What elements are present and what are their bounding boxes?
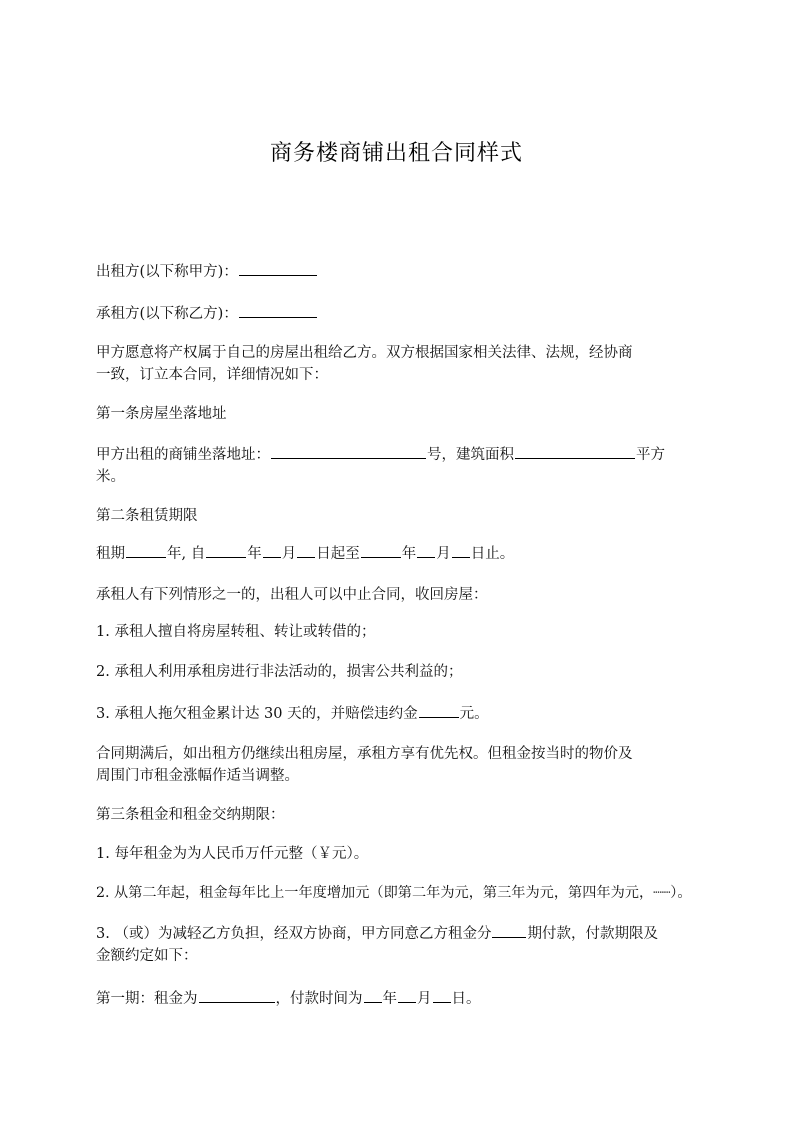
lessee-label: 承租方(以下称乙方)： (96, 306, 238, 322)
term-from-label: 年, 自 (167, 546, 206, 562)
end-month-label: 月 (436, 546, 451, 562)
rent-item-1: 1. 每年租金为为人民币万仟元整（￥元）。 (96, 846, 369, 862)
installments-blank (492, 922, 526, 938)
first-period-year-blank (364, 987, 382, 1003)
address-paragraph (96, 443, 665, 488)
address-label: 甲方出租的商铺坐落地址： (96, 447, 270, 463)
lessee-blank (239, 302, 317, 318)
penalty-unit: 元。 (459, 706, 489, 722)
rent-item-3-line-1 (96, 922, 658, 945)
first-period-day-blank (433, 987, 451, 1003)
article-2-heading: 第二条租赁期限 (96, 508, 198, 524)
intro-line-1: 甲方愿意将产权属于自己的房屋出租给乙方。双方根据国家相关法律、法规，经协商 (96, 345, 633, 361)
end-day-label: 日止。 (470, 546, 515, 562)
area-label: 号，建筑面积 (427, 447, 514, 463)
end-year-label: 年 (401, 546, 417, 562)
renewal-line-2: 周围门市租金涨幅作适当调整。 (96, 768, 299, 784)
document-title: 商务楼商铺出租合同样式 (269, 141, 523, 166)
address-line-1 (96, 443, 665, 466)
area-unit-a: 平方 (636, 447, 665, 463)
intro-paragraph (96, 342, 633, 386)
first-period-day-label: 日。 (451, 991, 481, 1007)
first-period-line (96, 987, 481, 1010)
end-month-blank (417, 542, 435, 558)
address-blank (271, 443, 426, 459)
address-line-2: 米。 (96, 469, 125, 485)
first-period-amount-blank (199, 987, 275, 1003)
term-years-blank (126, 542, 166, 558)
penalty-label: 3. 承租人拖欠租金累计达 30 天的，并赔偿违约金 (96, 706, 418, 722)
installments-label: 3. （或）为减轻乙方负担，经双方协商，甲方同意乙方租金分 (96, 926, 492, 942)
end-year-blank (361, 542, 401, 558)
lessor-label: 出租方(以下称甲方)： (96, 264, 238, 280)
article-1-heading: 第一条房屋坐落地址 (96, 406, 227, 422)
renewal-paragraph (96, 743, 633, 787)
end-from-label: 日起至 (316, 546, 360, 562)
term-label: 租期 (96, 546, 125, 562)
lease-term-line (96, 542, 514, 565)
rent-item-2: 2. 从第二年起，租金每年比上一年度增加元（即第二年为元，第三年为元，第四年为元，┈┈）。 (96, 885, 692, 901)
start-year-label: 年 (247, 546, 262, 562)
area-blank (515, 443, 635, 459)
rent-item-3-line-2: 金额约定如下： (96, 948, 198, 964)
start-year-blank (206, 542, 246, 558)
renewal-line-1: 合同期满后，如出租方仍继续出租房屋，承租方享有优先权。但租金按当时的物价及 (96, 746, 633, 762)
installments-tail: 期付款，付款期限及 (527, 926, 658, 942)
article-3-heading: 第三条租金和租金交纳期限： (96, 807, 285, 823)
termination-intro: 承租人有下列情形之一的，出租人可以中止合同，收回房屋： (96, 587, 488, 603)
rent-item-3 (96, 922, 658, 967)
lessor-blank (239, 260, 317, 276)
lessee-line (96, 302, 318, 325)
lessor-line (96, 260, 318, 283)
first-period-month-blank (398, 987, 416, 1003)
first-period-time-label: ，付款时间为 (275, 991, 363, 1007)
intro-line-2: 一致，订立本合同，详细情况如下： (96, 367, 328, 383)
end-day-blank (452, 542, 470, 558)
start-month-blank (263, 542, 281, 558)
termination-item-1: 1. 承租人擅自将房屋转租、转让或转借的； (96, 624, 376, 640)
penalty-blank (419, 702, 459, 718)
first-period-year-label: 年 (382, 991, 397, 1007)
start-month-label: 月 (281, 546, 297, 562)
first-period-month-label: 月 (417, 991, 432, 1007)
first-period-label: 第一期：租金为 (96, 991, 198, 1007)
start-day-blank (297, 542, 315, 558)
termination-item-2: 2. 承租人利用承租房进行非法活动的，损害公共利益的； (96, 664, 463, 680)
termination-item-3 (96, 702, 489, 725)
